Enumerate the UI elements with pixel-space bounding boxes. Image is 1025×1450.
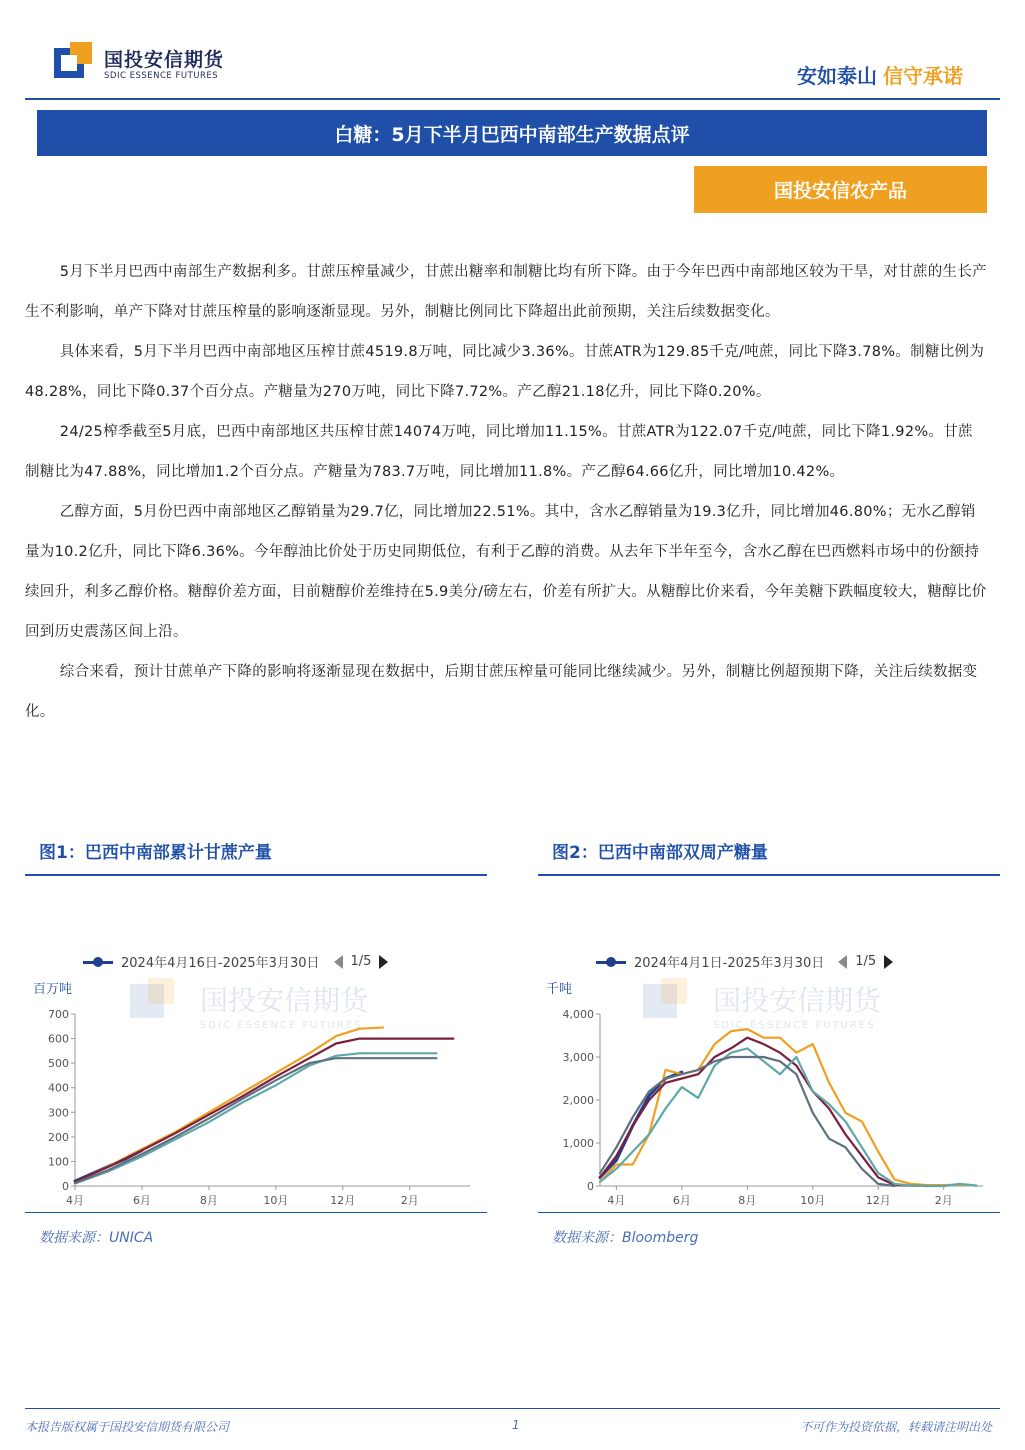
y-tick-label: 100 (48, 1155, 69, 1169)
chart-1 (25, 876, 487, 1212)
y-tick-label: 4,000 (562, 1008, 594, 1021)
legend-page: 1/5 (855, 954, 877, 969)
category-tag: 国投安信农产品 (694, 166, 987, 213)
data-source: 数据来源：Bloomberg (552, 1230, 699, 1246)
watermark-cn: 国投安信期货 (713, 984, 882, 1017)
legend-page: 1/5 (350, 954, 372, 969)
x-tick-label: 2月 (400, 1194, 419, 1207)
paragraph: 5月下半月巴西中南部生产数据利多。甘蔗压榨量减少，甘蔗出糖率和制糖比均有所下降。由于今年巴西中南部地区较为干旱，对甘蔗的生长产生不利影响，单产下降对甘蔗压榨量的影响逐渐显现。另外，制糖比例同比下降超出此前预期，关注后续数据变化。 (25, 264, 987, 320)
paragraph: 24/25榨季截至5月底，巴西中南部地区共压榨甘蔗14074万吨，同比增加11.15%。甘蔗ATR为122.07千克/吨蔗，同比下降1.92%。甘蔗制糖比为47.88%，同比增加1.2个百分点。产糖量为783.7万吨，同比增加11.8%。产乙醇64.66亿升，同比增加10.42%。 (25, 424, 973, 480)
figure-bottom-rule (538, 1212, 1000, 1213)
page-number: 1 (512, 1418, 520, 1432)
paragraph: 乙醇方面，5月份巴西中南部地区乙醇销量为29.7亿，同比增加22.51%。其中，含水乙醇销量为19.3亿升，同比增加46.80%；无水乙醇销量为10.2亿升，同比下降6.36%。今年醇油比价处于历史同期低位，有利于乙醇的消费。从去年下半年至今，含水乙醇在巴西燃料市场中的份额持续回升，利多乙醇价格。糖醇价差方面，目前糖醇价差维持在5.9美分/磅左右，价差有所扩大。从糖醇比价来看，今年美糖下跌幅度较大，糖醇比价回到历史震荡区间上沿。 (25, 504, 987, 640)
figure-title: 图2：巴西中南部双周产糖量 (552, 843, 768, 863)
x-tick-label: 10月 (800, 1194, 826, 1207)
y-unit: 千吨 (546, 982, 573, 997)
figure-box (538, 876, 1000, 1212)
y-tick-label: 500 (48, 1057, 69, 1071)
y-tick-label: 1,000 (562, 1137, 594, 1150)
y-tick-label: 0 (62, 1180, 69, 1193)
y-unit: 百万吨 (33, 982, 73, 997)
watermark-cn: 国投安信期货 (200, 984, 369, 1017)
y-tick-label: 600 (48, 1032, 69, 1046)
series-line (75, 1058, 437, 1183)
legend-range: 2024年4月16日-2025年3月30日 (121, 956, 320, 971)
y-tick-label: 3,000 (562, 1051, 594, 1064)
x-tick-label: 8月 (738, 1194, 757, 1207)
legend-range: 2024年4月1日-2025年3月30日 (634, 956, 825, 971)
slogan-part-b: 信守承诺 (883, 64, 963, 88)
figure-2 (538, 838, 1000, 1247)
company-logo (54, 40, 294, 88)
x-tick-label: 12月 (330, 1194, 356, 1207)
footer-copyright: 本报告版权属于国投安信期货有限公司 (25, 1420, 230, 1434)
footer-disclaimer: 不可作为投资依据，转载请注明出处 (799, 1420, 992, 1434)
figure-box (25, 876, 487, 1212)
watermark-en: SDIC ESSENCE FUTURES (713, 1020, 876, 1031)
y-tick-label: 700 (48, 1008, 69, 1021)
watermark-en: SDIC ESSENCE FUTURES (200, 1020, 363, 1031)
y-tick-label: 400 (48, 1081, 69, 1095)
y-tick-label: 200 (48, 1130, 69, 1144)
logo-mark-icon (54, 42, 94, 82)
series-line (75, 1053, 437, 1183)
slogan-part-a: 安如泰山 (797, 64, 877, 88)
x-tick-label: 4月 (66, 1194, 84, 1207)
figure-bottom-rule (25, 1212, 487, 1213)
slogan (797, 60, 963, 89)
paragraph: 综合来看，预计甘蔗单产下降的影响将逐渐显现在数据中，后期甘蔗压榨量可能同比继续减少。另外，制糖比例超预期下降，关注后续数据变化。 (25, 664, 978, 720)
header-rule (25, 98, 1000, 100)
y-tick-label: 300 (48, 1106, 69, 1120)
paragraph: 具体来看，5月下半月巴西中南部地区压榨甘蔗4519.8万吨，同比减少3.36%。甘蔗ATR为129.85千克/吨蔗，同比下降3.78%。制糖比例为48.28%，同比下降0.37个百分点。产糖量为270万吨，同比下降7.72%。产乙醇21.18亿升，同比下降0.20%。 (25, 344, 985, 400)
logo-en: SDIC ESSENCE FUTURES (104, 71, 219, 81)
x-tick-label: 6月 (672, 1194, 691, 1207)
x-tick-label: 10月 (263, 1194, 289, 1207)
figure-1 (25, 838, 487, 1247)
figure-title: 图1：巴西中南部累计甘蔗产量 (39, 843, 272, 863)
y-tick-label: 2,000 (562, 1094, 594, 1107)
report-body (25, 252, 987, 732)
chart-2 (538, 876, 1000, 1212)
series-line (600, 1057, 895, 1186)
data-source: 数据来源：UNICA (39, 1230, 154, 1246)
logo-cn: 国投安信期货 (104, 49, 225, 71)
x-tick-label: 12月 (865, 1194, 891, 1207)
x-tick-label: 6月 (132, 1194, 151, 1207)
footer-rule (25, 1408, 1000, 1409)
y-tick-label: 0 (587, 1180, 594, 1193)
x-tick-label: 2月 (934, 1194, 953, 1207)
report-title: 白糖：5月下半月巴西中南部生产数据点评 (37, 110, 987, 156)
x-tick-label: 8月 (199, 1194, 218, 1207)
series-line (600, 1029, 977, 1186)
x-tick-label: 4月 (607, 1194, 626, 1207)
